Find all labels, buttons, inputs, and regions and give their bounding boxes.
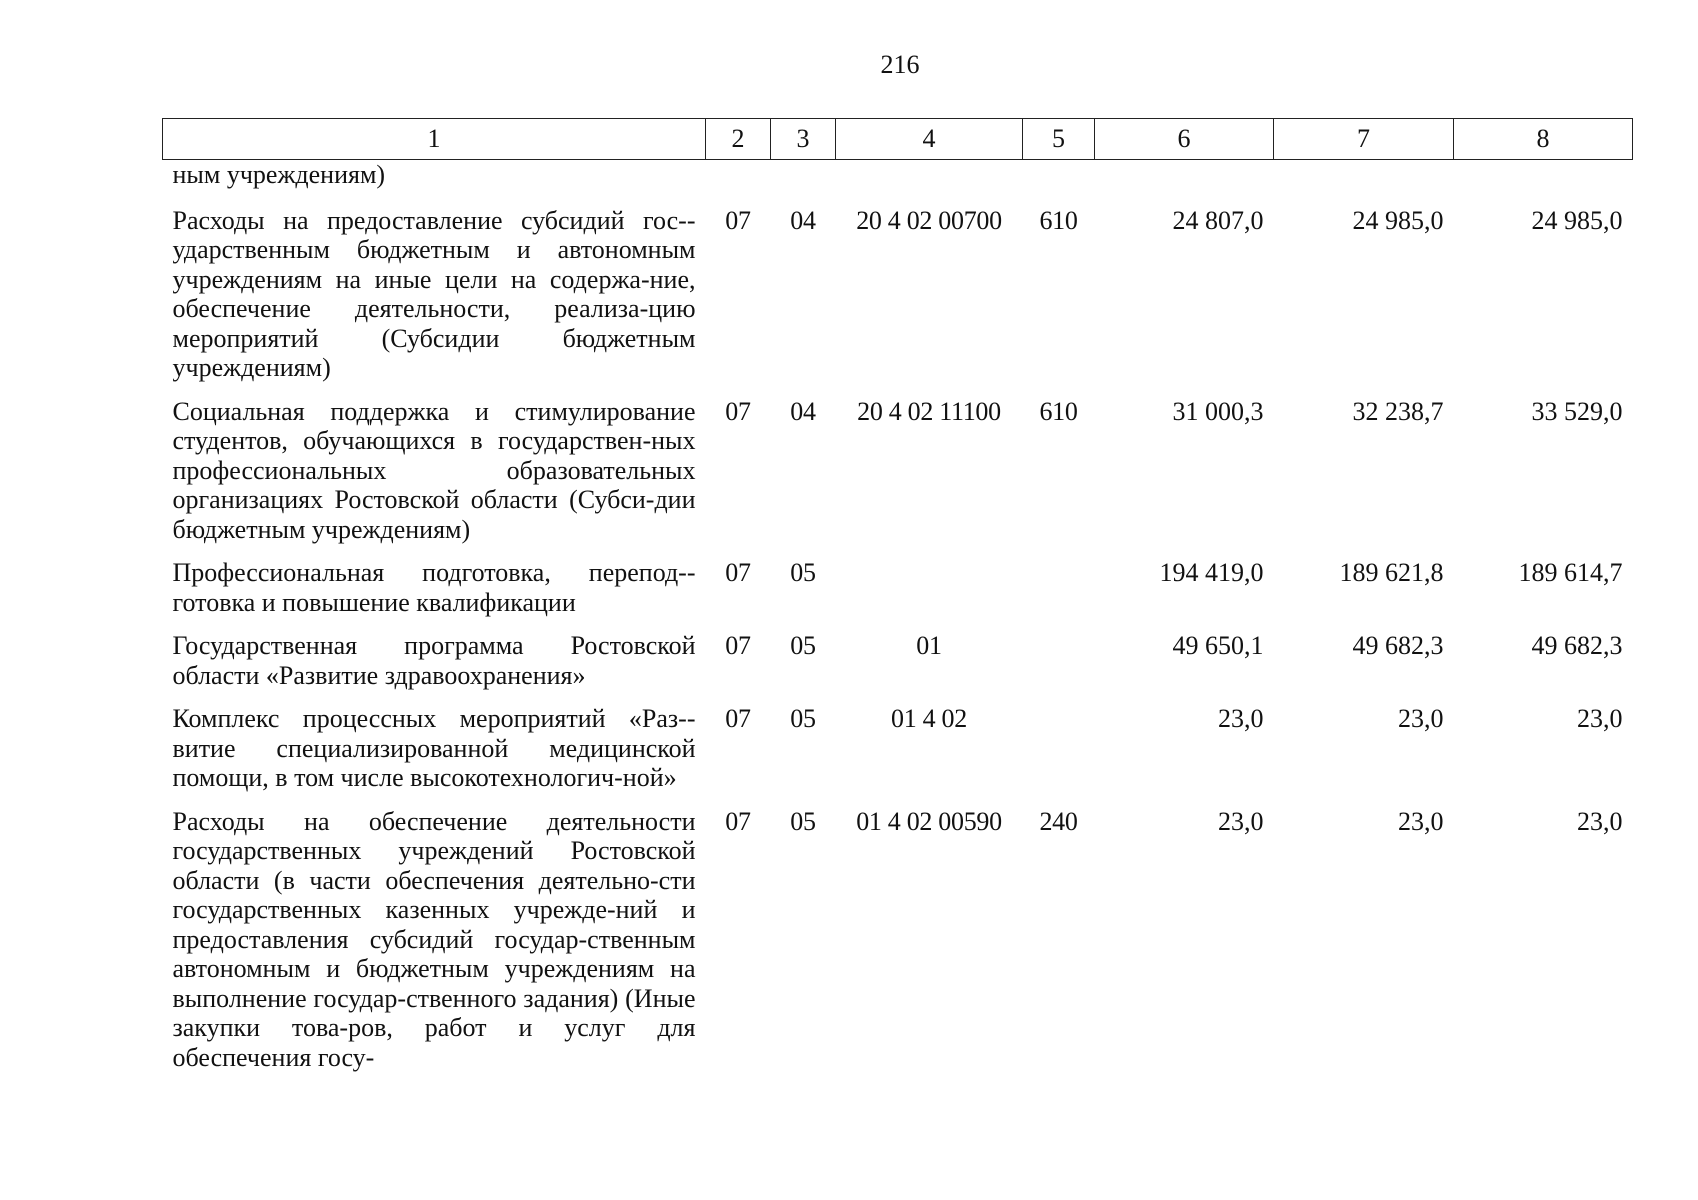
header-col-6: 6 [1095, 119, 1274, 160]
row-target-article: 01 4 02 [891, 704, 967, 733]
header-col-5: 5 [1023, 119, 1095, 160]
table-row [163, 554, 1633, 627]
row-target-article: 20 4 02 11100 [857, 396, 1001, 426]
table-row [163, 700, 1633, 803]
row-expense-type: 610 [1039, 396, 1078, 426]
header-col-4: 4 [836, 119, 1023, 160]
row-subsection: 05 [790, 558, 816, 587]
row-amount-col-6: 194 419,0 [1159, 558, 1264, 587]
row-amount-col-7: 23,0 [1398, 704, 1444, 733]
row-amount-col-6 [1095, 160, 1274, 202]
row-description: Расходы на предоставление субсидий гос-ударственным бюджетным и автономным учреждениям на иные цели на содержа-ние, обеспечение деятельности, реализа-цию мероприятий (Субсидии бюджетным учреждениям) [172, 205, 696, 382]
row-amount-col-8: 49 682,3 [1531, 631, 1623, 660]
row-amount-col-8: 33 529,0 [1531, 396, 1623, 426]
row-section: 07 [725, 631, 751, 660]
row-amount-col-6: 49 650,1 [1172, 631, 1264, 660]
table-row [163, 160, 1633, 202]
header-row [163, 119, 1633, 160]
row-amount-col-8: 24 985,0 [1531, 205, 1623, 235]
row-amount-col-7: 189 621,8 [1339, 558, 1444, 587]
row-subsection: 04 [790, 396, 816, 426]
table-row [163, 393, 1633, 555]
row-expense-type [1023, 160, 1095, 202]
row-amount-col-6: 23,0 [1218, 806, 1264, 836]
row-amount-col-6: 31 000,3 [1172, 396, 1264, 426]
row-expense-type: 240 [1039, 806, 1078, 836]
row-amount-col-8: 23,0 [1577, 806, 1623, 836]
row-expense-type: 610 [1039, 205, 1078, 235]
row-section: 07 [725, 205, 751, 235]
row-description: Комплекс процессных мероприятий «Раз-витие специализированной медицинской помощи, в том числе высокотехнологич-ной» [172, 704, 696, 792]
row-amount-col-7 [1274, 160, 1454, 202]
row-amount-col-7: 32 238,7 [1352, 396, 1444, 426]
table-row [163, 803, 1633, 1083]
row-amount-col-6: 23,0 [1218, 704, 1264, 733]
row-description: Государственная программа Ростовской области «Развитие здравоохранения» [172, 631, 696, 690]
row-subsection [771, 160, 836, 202]
page-number: 216 [880, 50, 920, 79]
table-row [163, 627, 1633, 700]
row-amount-col-7: 23,0 [1398, 806, 1444, 836]
row-description: ным учреждениям) [172, 160, 386, 189]
row-amount-col-8 [1454, 160, 1633, 202]
row-subsection: 05 [790, 806, 816, 836]
row-section: 07 [725, 704, 751, 733]
row-description: Расходы на обеспечение деятельности государственных учреждений Ростовской области (в части обеспечения деятельно-сти государственных казенных учрежде-ний и предоставления субсидий государ-ственным автономным и бюджетным учреждениям на выполнение государ-ственного задания) (Иные закупки това-ров, работ и услуг для обеспечения госу- [172, 806, 696, 1072]
row-subsection: 05 [790, 704, 816, 733]
row-amount-col-8: 189 614,7 [1518, 558, 1623, 587]
table-header [163, 119, 1633, 160]
row-amount-col-6: 24 807,0 [1172, 205, 1264, 235]
row-target-article [836, 554, 1023, 627]
row-section: 07 [725, 806, 751, 836]
header-col-8: 8 [1454, 119, 1633, 160]
budget-table [162, 118, 1633, 1082]
row-description: Профессиональная подготовка, перепод-готовка и повышение квалификации [172, 558, 696, 617]
row-target-article: 01 4 02 00590 [856, 806, 1002, 836]
row-expense-type [1023, 700, 1095, 803]
row-description: Социальная поддержка и стимулирование студентов, обучающихся в государствен-ных профессиональных образовательных организациях Ростовской области (Субси-дии бюджетным учреждениям) [172, 396, 696, 544]
row-amount-col-7: 24 985,0 [1352, 205, 1444, 235]
row-section: 07 [725, 396, 751, 426]
row-expense-type [1023, 627, 1095, 700]
row-target-article: 01 [916, 631, 942, 660]
row-section [706, 160, 771, 202]
row-target-article [836, 160, 1023, 202]
table-body [163, 160, 1633, 1083]
table-row [163, 202, 1633, 393]
row-expense-type [1023, 554, 1095, 627]
row-amount-col-7: 49 682,3 [1352, 631, 1444, 660]
row-subsection: 05 [790, 631, 816, 660]
row-target-article: 20 4 02 00700 [856, 205, 1002, 235]
header-col-1: 1 [163, 119, 706, 160]
row-section: 07 [725, 558, 751, 587]
header-col-7: 7 [1274, 119, 1454, 160]
row-amount-col-8: 23,0 [1577, 704, 1623, 733]
header-col-2: 2 [706, 119, 771, 160]
header-col-3: 3 [771, 119, 836, 160]
row-subsection: 04 [790, 205, 816, 235]
